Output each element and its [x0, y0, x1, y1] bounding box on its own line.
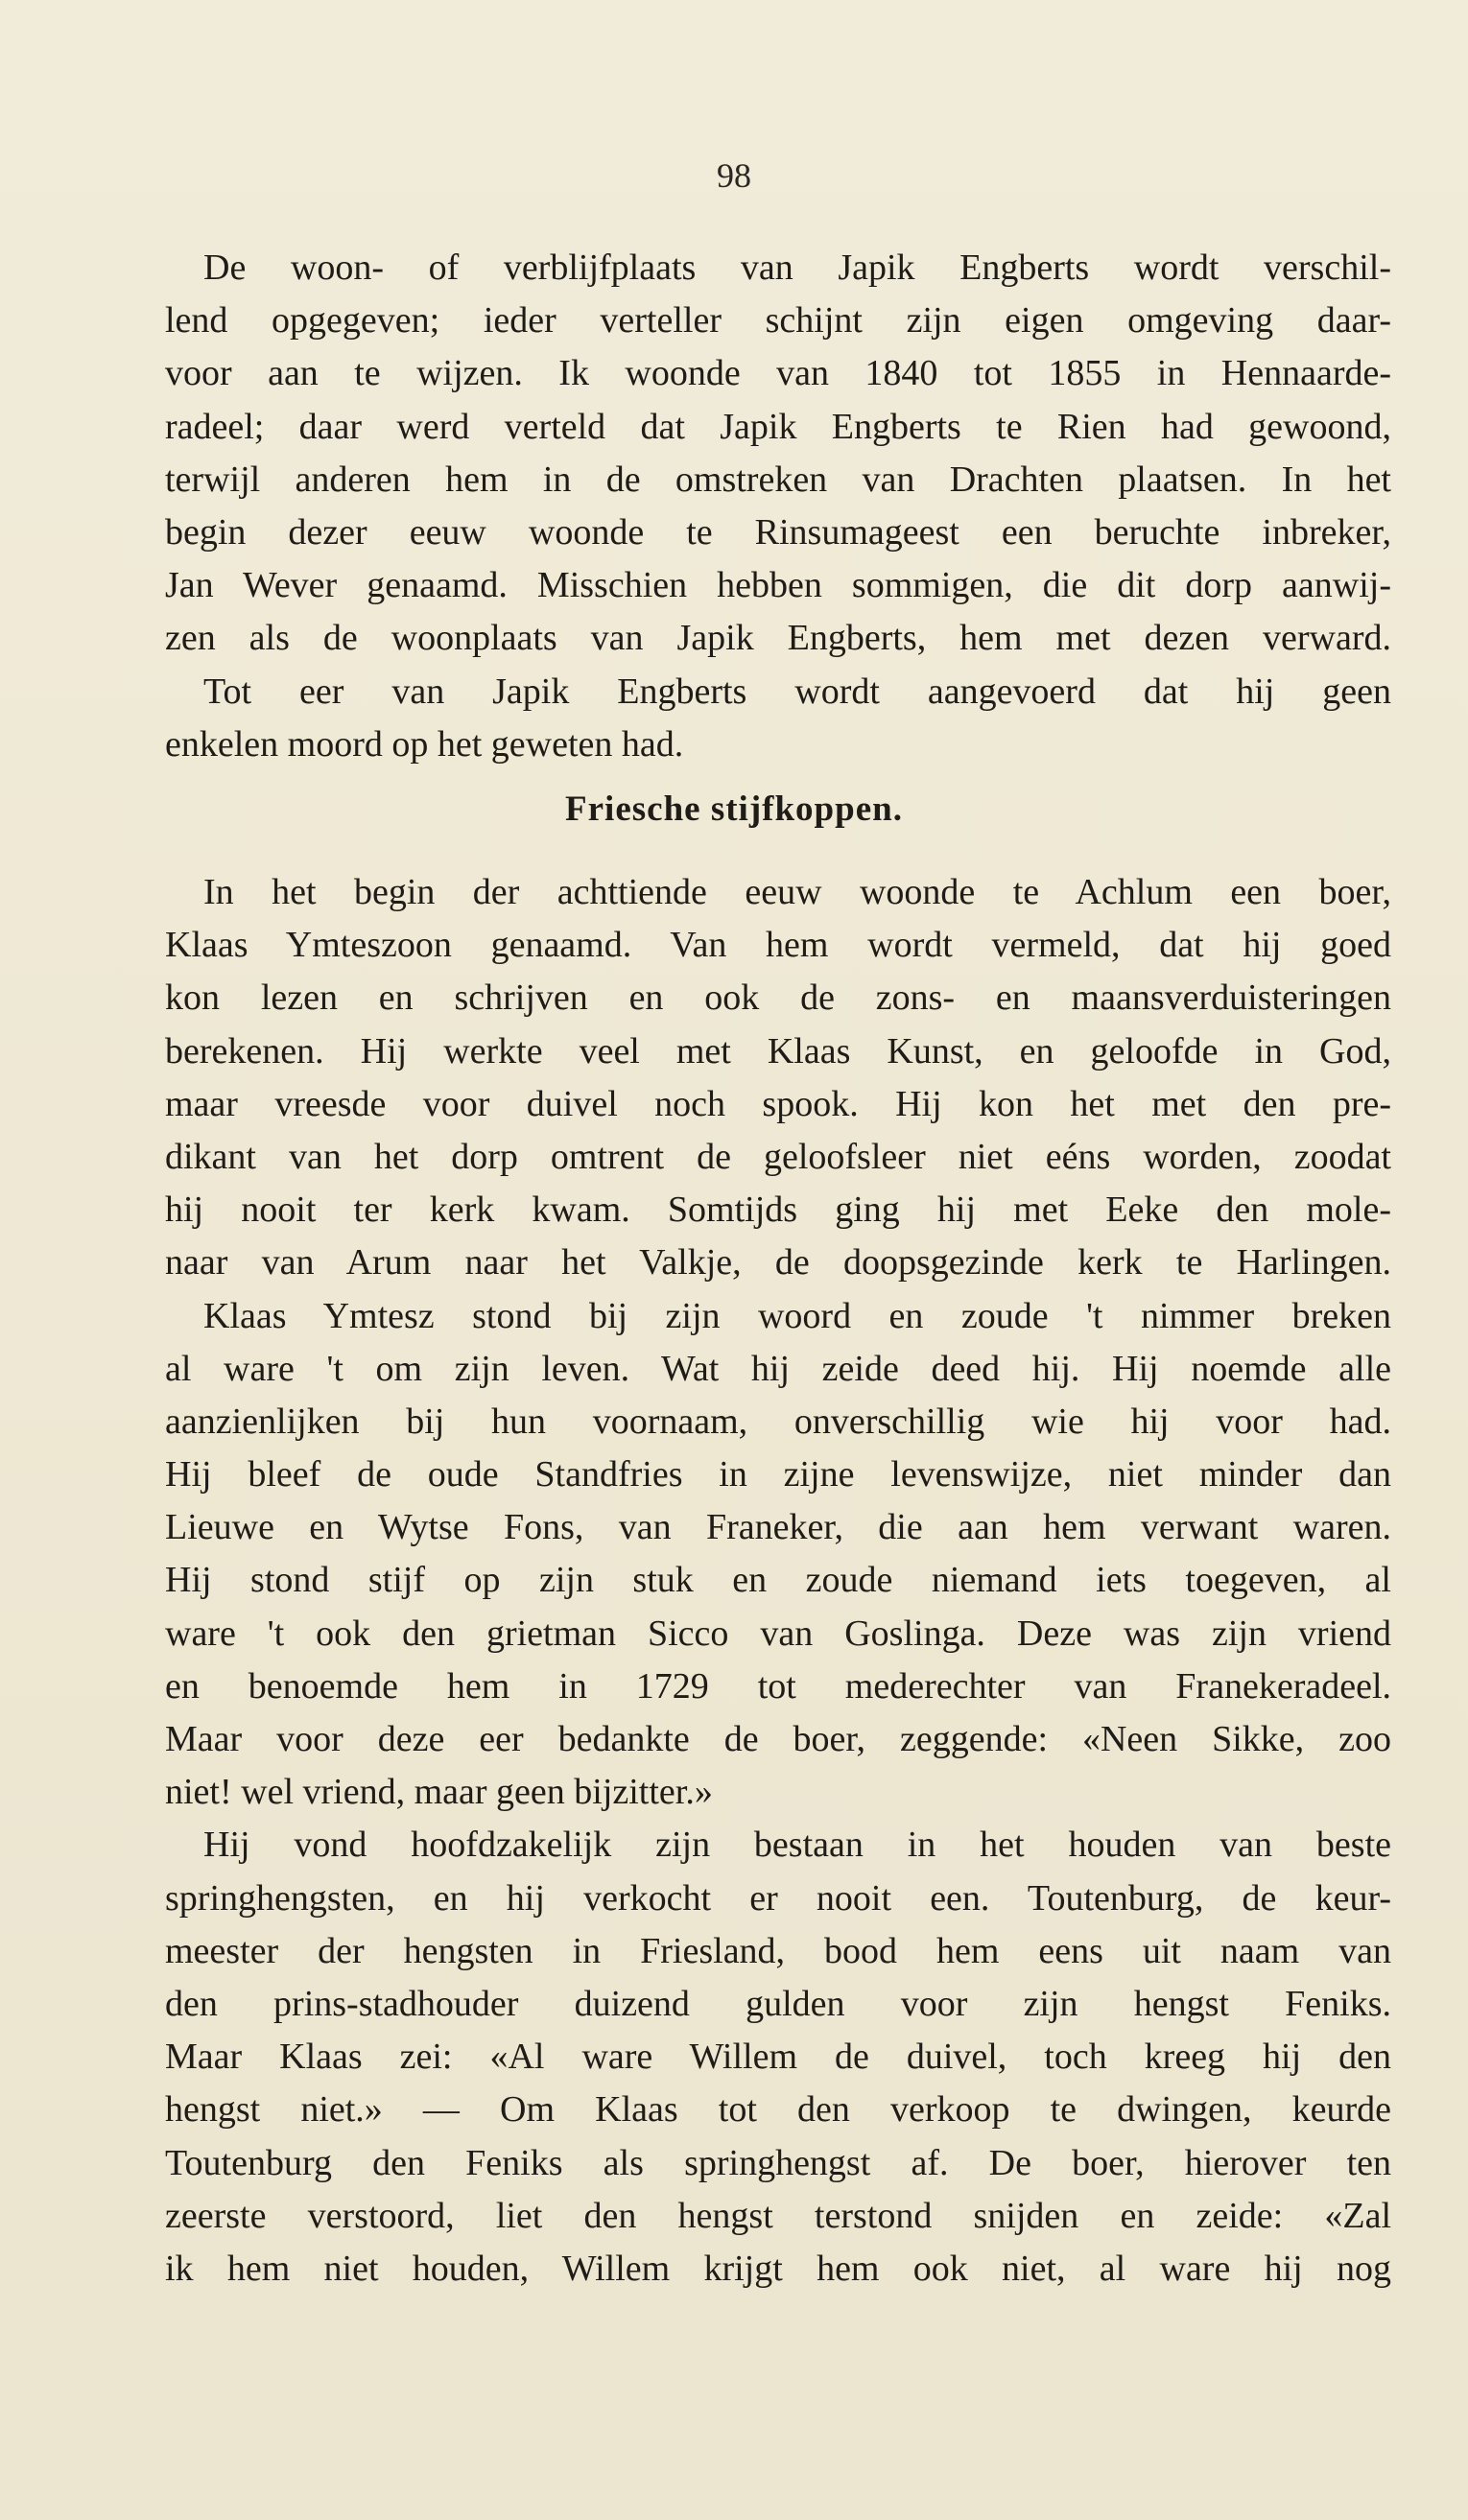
text-line: naar van Arum naar het Valkje, de doopsgezinde kerk te Harlingen. — [165, 1242, 1391, 1284]
text-line: Lieuwe en Wytse Fons, van Franeker, die aan hem verwant waren. — [165, 1507, 1391, 1548]
text-line: springhengsten, en hij verkocht er nooit een. Toutenburg, de keur- — [165, 1877, 1391, 1919]
text-line: aanzienlijken bij hun voornaam, onverschillig wie hij voor had. — [165, 1401, 1391, 1442]
text-line: De woon- of verblijfplaats van Japik Engberts wordt verschil- — [203, 247, 1391, 288]
text-line: en benoemde hem in 1729 tot mederechter van Franekeradeel. — [165, 1665, 1391, 1707]
text-line: Maar Klaas zei: «Al ware Willem de duivel, toch kreeg hij den — [165, 2037, 1391, 2078]
text-line: enkelen moord op het geweten had. — [165, 723, 684, 765]
text-line: dikant van het dorp omtrent de geloofsleer niet eéns worden, zoodat — [165, 1136, 1391, 1177]
text-line: Tot eer van Japik Engberts wordt aangevoerd dat hij geen — [203, 671, 1391, 712]
text-line: Maar voor deze eer bedankte de boer, zeggende: «Neen Sikke, zoo — [165, 1719, 1391, 1759]
text-line: zen als de woonplaats van Japik Engberts, hem met dezen verward. — [165, 618, 1391, 659]
paragraph-section-body — [165, 866, 1391, 2296]
text-line: begin dezer eeuw woonde te Rinsumageest een beruchte inbreker, — [165, 511, 1391, 553]
section-heading: Friesche stijfkoppen. — [565, 789, 903, 829]
text-line: Klaas Ymtesz stond bij zijn woord en zoude 't nimmer breken — [203, 1295, 1391, 1336]
text-line: voor aan te wijzen. Ik woonde van 1840 tot 1855 in Hennaarde- — [165, 353, 1391, 394]
page-number: 98 — [717, 156, 751, 195]
text-line: al ware 't om zijn leven. Wat hij zeide deed hij. Hij noemde alle — [165, 1348, 1391, 1389]
text-line: lend opgegeven; ieder verteller schijnt zijn eigen omgeving daar- — [165, 300, 1391, 341]
text-line: ik hem niet houden, Willem krijgt hem ook niet, al ware hij nog — [165, 2248, 1391, 2289]
text-line: niet! wel vriend, maar geen bijzitter.» — [165, 1772, 713, 1813]
text-line: Hij stond stijf op zijn stuk en zoude niemand iets toegeven, al — [165, 1560, 1391, 1601]
text-line: berekenen. Hij werkte veel met Klaas Kunst, en geloofde in God, — [165, 1030, 1391, 1072]
text-line: terwijl anderen hem in de omstreken van Drachten plaatsen. In het — [165, 459, 1391, 500]
text-line: radeel; daar werd verteld dat Japik Engberts te Rien had gewoond, — [165, 406, 1391, 447]
text-line: hij nooit ter kerk kwam. Somtijds ging hij met Eeke den mole- — [165, 1189, 1391, 1231]
text-line: hengst niet.» — Om Klaas tot den verkoop te dwingen, keurde — [165, 2089, 1391, 2131]
text-line: kon lezen en schrijven en ook de zons- en maansverduisteringen — [165, 977, 1391, 1019]
text-line: maar vreesde voor duivel noch spook. Hij kon het met den pre- — [165, 1083, 1391, 1124]
text-line: den prins-stadhouder duizend gulden voor zijn hengst Feniks. — [165, 1983, 1391, 2024]
text-line: Klaas Ymteszoon genaamd. Van hem wordt vermeld, dat hij goed — [165, 925, 1391, 966]
text-line: Jan Wever genaamd. Misschien hebben sommigen, die dit dorp aanwij- — [165, 565, 1391, 606]
text-line: Toutenburg den Feniks als springhengst af. De boer, hierover ten — [165, 2142, 1391, 2183]
text-line: Hij bleef de oude Standfries in zijne levenswijze, niet minder dan — [165, 1454, 1391, 1496]
paragraph-japik-engberts — [165, 242, 1391, 771]
text-line: meester der hengsten in Friesland, bood hem eens uit naam van — [165, 1930, 1391, 1971]
text-line: ware 't ook den grietman Sicco van Goslinga. Deze was zijn vriend — [165, 1613, 1391, 1654]
text-line: In het begin der achttiende eeuw woonde te Achlum een boer, — [203, 872, 1391, 912]
text-line: Hij vond hoofdzakelijk zijn bestaan in het houden van beste — [203, 1825, 1391, 1866]
text-line: zeerste verstoord, liet den hengst terstond snijden en zeide: «Zal — [165, 2195, 1391, 2236]
